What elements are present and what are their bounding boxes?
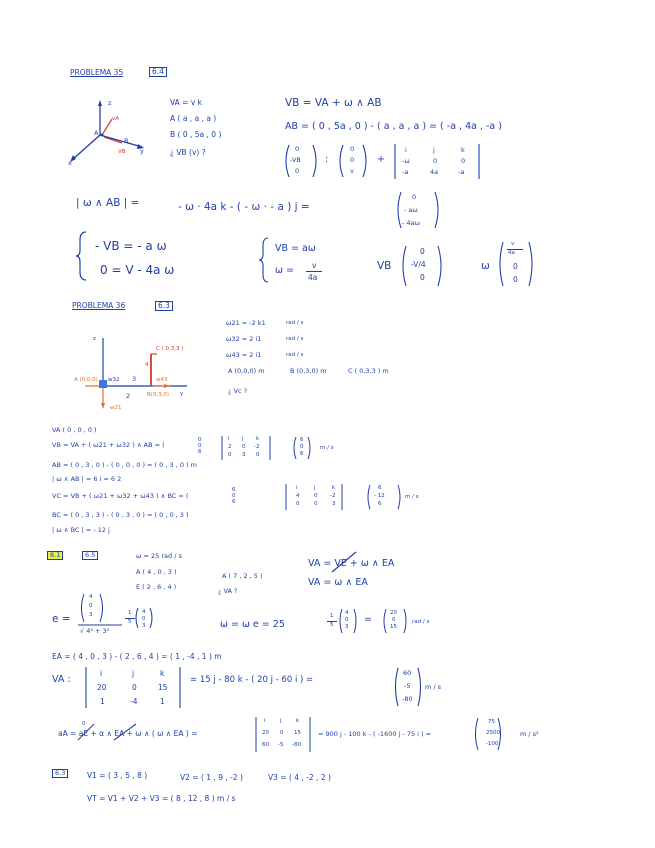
e-frac-num: 1 bbox=[128, 610, 132, 616]
given-a-point: A ( 4 , 0 , 3 ) bbox=[136, 568, 177, 576]
aa-det-cell: 15 bbox=[294, 730, 301, 736]
cross-vec-0: 0 bbox=[412, 193, 417, 201]
aa-det-cell: i bbox=[264, 718, 266, 724]
vc-det-cell: 3 bbox=[332, 501, 336, 507]
va-det-cell: i bbox=[100, 669, 103, 678]
system2-omega: ω = bbox=[275, 265, 294, 276]
det-cell: -a bbox=[458, 168, 465, 176]
omega-top-num: v bbox=[511, 241, 515, 247]
w-unit: rad / s bbox=[412, 619, 430, 625]
e-vec-2: 3 bbox=[89, 612, 93, 618]
given-w32: ω32 = 2 i1 bbox=[226, 335, 262, 343]
line-va: VA ( 0 , 0 , 0 ) bbox=[52, 426, 97, 434]
det-cell: 4a bbox=[430, 168, 439, 176]
system2-num: v bbox=[312, 261, 317, 270]
aa-det-cell: 20 bbox=[262, 730, 269, 736]
vc-det-cell: i bbox=[296, 485, 298, 491]
aa-det-cell: k bbox=[296, 718, 300, 724]
axis-z-label: z bbox=[108, 99, 112, 107]
va-unit: m / s bbox=[425, 683, 442, 691]
ve-strike bbox=[330, 550, 358, 574]
w-vec-2: 3 bbox=[345, 624, 349, 630]
vc-det-cell: k bbox=[332, 485, 336, 491]
given-b: B ( 0 , 5a , 0 ) bbox=[170, 130, 222, 139]
m-left-0: 0 bbox=[295, 145, 300, 153]
vb-small-2: 6 bbox=[198, 449, 202, 455]
point-b-label: B bbox=[124, 137, 129, 145]
w-frac-num: 1 bbox=[330, 613, 334, 619]
m-mid-1: 0 bbox=[350, 156, 355, 164]
va-vector-label: vA bbox=[112, 116, 120, 122]
vc-det-cell: j bbox=[314, 485, 316, 491]
point-a: A (0,0,0) m bbox=[228, 367, 265, 375]
exercise-6-3-tag: 6.3 bbox=[52, 769, 68, 778]
fig36-2-label: 2 bbox=[126, 392, 131, 400]
w-res-2: 15 bbox=[390, 624, 397, 630]
vc-det-cell: 4 bbox=[296, 493, 300, 499]
fig36-3-label: 3 bbox=[132, 375, 137, 383]
e-denominator: √ 4² + 3² bbox=[80, 627, 110, 635]
vc-res-2: 6 bbox=[378, 501, 382, 507]
ea-vector: EA = ( 4 , 0 , 3 ) - ( 2 , 6 , 4 ) = ( 1 , -4 , 1 ) m bbox=[52, 652, 222, 661]
line-bc: BC = ( 0 , 3 , 3 ) - ( 0 , 3 , 0 ) = ( 0 , 0 , 3 ) bbox=[52, 511, 189, 519]
va-res-2: -80 bbox=[402, 695, 413, 703]
det-cell: 0 bbox=[461, 157, 466, 165]
fig36-c-label: C ( 0,3,3 ) bbox=[156, 346, 184, 352]
fig36-a-label: A (0,0,0) bbox=[74, 377, 98, 383]
vc-det-cell: -2 bbox=[330, 493, 336, 499]
det-cell: 0 bbox=[433, 157, 438, 165]
vb-det-cell: i bbox=[228, 436, 230, 442]
vector-v3: V3 = ( 4 , -2 , 2 ) bbox=[268, 773, 331, 782]
given-w43: ω43 = 2 i1 bbox=[226, 351, 262, 359]
line-ab: AB = ( 0 , 3 , 0 ) - ( 0 , 0 , 0 ) = ( 0 , 3 , 0 ) m bbox=[52, 461, 197, 469]
system2-den: 4a bbox=[308, 273, 318, 282]
given-a-alt: A ( 7 , 2 , 5 ) bbox=[222, 572, 263, 580]
va-det-cell: k bbox=[160, 669, 165, 678]
va-det-cell: 1 bbox=[100, 697, 105, 706]
vb-det-cell: j bbox=[242, 436, 244, 442]
omega-vector-brackets bbox=[338, 608, 418, 638]
aa-det-cell: 60 bbox=[262, 742, 269, 748]
given-w43-unit: rad / s bbox=[286, 352, 304, 358]
vb-res-2: 6 bbox=[300, 451, 304, 457]
va-res-0: 60 bbox=[403, 669, 412, 677]
aa-strikes bbox=[76, 722, 166, 742]
given-w21: ω21 = -2 k1 bbox=[226, 319, 266, 327]
given-w32-unit: rad / s bbox=[286, 336, 304, 342]
fig36-w43-label: w43 bbox=[156, 377, 168, 383]
vb-det-cell: -2 bbox=[254, 444, 260, 450]
problem-35-header: PROBLEMA 35 bbox=[70, 68, 124, 77]
problem-36-header: PROBLEMA 36 bbox=[72, 301, 126, 310]
system1-eq1: - VB = - a ω bbox=[95, 239, 167, 253]
fig36-y-label: y bbox=[180, 391, 184, 397]
point-a-label: A bbox=[94, 129, 99, 137]
w-equals: = bbox=[364, 614, 372, 625]
system1-eq2: 0 = V - 4a ω bbox=[100, 263, 175, 277]
vb-det-cell: 0 bbox=[242, 444, 246, 450]
aa-det-cell: 0 bbox=[280, 730, 284, 736]
va-det-cell: -4 bbox=[130, 697, 138, 706]
velocity-equation: VB = VA + ω ∧ AB bbox=[285, 97, 382, 109]
vc-det-cell: 0 bbox=[314, 501, 318, 507]
given-w21-unit: rad / s bbox=[286, 320, 304, 326]
va-det-cell: 15 bbox=[158, 683, 168, 692]
cross-product-expression: - ω · 4a k - ( - ω · - a ) j = bbox=[178, 201, 310, 213]
system2-fraction-bar bbox=[306, 271, 322, 272]
vc-det-cell: 0 bbox=[314, 493, 318, 499]
velocity-eq-b: VA = ω ∧ EA bbox=[308, 577, 368, 588]
vb-vec-2: 0 bbox=[420, 273, 425, 282]
fig36-4-label: 4 bbox=[145, 362, 149, 368]
aa-unit: m / s² bbox=[520, 730, 539, 738]
vb-small-1: 0 bbox=[198, 443, 202, 449]
m-plus: + bbox=[377, 154, 385, 165]
line-vc: VC = VB + ( ω21 + ω32 + ω43 ) ∧ BC = ( bbox=[52, 492, 189, 500]
given-e-point: E ( 2 , 6 , 4 ) bbox=[136, 583, 177, 591]
cross-vec-2: - 4aω bbox=[402, 219, 420, 227]
problem-35-ref-box: 6.4 bbox=[149, 67, 167, 77]
omega-top-den: 4a bbox=[508, 250, 515, 256]
va-expression: = 15 j - 80 k - ( 20 j - 60 i ) = bbox=[190, 675, 314, 685]
problem-35-axes-figure bbox=[60, 95, 160, 175]
det-cell: -ω bbox=[402, 157, 410, 165]
axis-x-label: x bbox=[68, 159, 72, 167]
point-c: C ( 0,3,3 ) m bbox=[348, 367, 389, 375]
aa-res-0: 75 bbox=[488, 719, 495, 725]
fig36-z-label: z bbox=[93, 336, 96, 342]
vc-small-2: 6 bbox=[232, 499, 236, 505]
question-vb: ¿ VB (v) ? bbox=[170, 148, 206, 157]
omega-result-label: ω bbox=[481, 260, 490, 272]
cross-vec-1: - aω bbox=[404, 206, 418, 214]
ab-vector-equation: AB = ( 0 , 5a , 0 ) - ( a , a , a ) = ( -a , 4a , -a ) bbox=[285, 121, 502, 132]
w-vec-1: 0 bbox=[345, 617, 349, 623]
point-b: B (0,3,0) m bbox=[290, 367, 327, 375]
line-w-ab: | ω ∧ AB | = 6 i = 6 2 bbox=[52, 475, 122, 483]
exercise-6-1-ref: 6.5 bbox=[82, 551, 98, 560]
vb-result-label: VB bbox=[377, 260, 392, 272]
m-mid-2: v bbox=[350, 167, 354, 175]
problem-36-ref-box: 6.3 bbox=[155, 301, 173, 311]
vector-total: VT = V1 + V2 + V3 = ( 8 , 12 , 8 ) m / s bbox=[87, 794, 236, 803]
w-res-1: 0 bbox=[392, 617, 396, 623]
vc-res-0: 6 bbox=[378, 485, 382, 491]
w-res-0: 20 bbox=[390, 610, 397, 616]
m-equals: : bbox=[325, 154, 329, 165]
vb-vec-0: 0 bbox=[420, 247, 425, 256]
vc-unit: m / s bbox=[405, 494, 419, 500]
system1-brace bbox=[76, 230, 96, 282]
vb-unit: m / s bbox=[320, 445, 334, 451]
given-va: VA = v k bbox=[170, 98, 202, 107]
vb-det-cell: 0 bbox=[228, 452, 232, 458]
cross-product-label: | ω ∧ AB | = bbox=[76, 197, 140, 209]
vc-small-0: 6 bbox=[232, 487, 236, 493]
fig36-w21-label: w21 bbox=[110, 405, 122, 411]
given-omega: ω = 25 rad / s bbox=[136, 552, 182, 560]
aa-det-cell: -80 bbox=[292, 742, 301, 748]
e-vec2-1: 0 bbox=[142, 616, 146, 622]
aa-expression: = 900 j - 100 k - ( -1600 j - 75 i ) = bbox=[318, 730, 432, 738]
system2-eq1: VB = aω bbox=[275, 243, 316, 254]
det-cell: j bbox=[433, 146, 435, 154]
det-cell: k bbox=[461, 146, 465, 154]
unit-vector-label: e = bbox=[52, 613, 71, 625]
fig36-b-label: B(0,3,0) bbox=[147, 392, 170, 398]
vb-vector-label: VB bbox=[118, 149, 126, 155]
vb-small-0: 0 bbox=[198, 437, 202, 443]
axis-y-label: y bbox=[140, 147, 144, 155]
va-label: VA : bbox=[52, 674, 71, 685]
vb-det-cell: 0 bbox=[256, 452, 260, 458]
omega-vector-label: ω = ω e = 25 bbox=[220, 619, 285, 630]
vb-vec-1: -V/4 bbox=[411, 260, 426, 269]
question-va: ¿ VA ? bbox=[218, 587, 238, 595]
e-vec2-2: 3 bbox=[142, 623, 146, 629]
vc-det-cell: 0 bbox=[296, 501, 300, 507]
vb-res-0: 6 bbox=[300, 437, 304, 443]
vb-res-1: 0 bbox=[300, 444, 304, 450]
aa-res-2: -100 bbox=[486, 741, 499, 747]
e-vec2-0: 4 bbox=[142, 609, 146, 615]
m-mid-0: 0 bbox=[350, 145, 355, 153]
e-frac-den: 5 bbox=[128, 619, 132, 625]
vector-v1: V1 = ( 3 , 5 , 8 ) bbox=[87, 771, 148, 780]
det-cell: i bbox=[405, 146, 407, 154]
aa-res-1: 2500 bbox=[486, 730, 500, 736]
vector-v2: V2 = ( 1 , 9 , -2 ) bbox=[180, 773, 243, 782]
w-vec-0: 4 bbox=[345, 610, 349, 616]
line-w-bc: | ω ∧ BC | = - 12 j bbox=[52, 526, 110, 534]
va-det-cell: 1 bbox=[160, 697, 165, 706]
aa-det-cell: -5 bbox=[278, 742, 284, 748]
omega-vec-2: 0 bbox=[513, 275, 518, 284]
vc-small-1: 0 bbox=[232, 493, 236, 499]
system2-brace bbox=[258, 236, 274, 284]
exercise-6-1-tag: 6.1 bbox=[47, 551, 63, 560]
aa-label: aA = aE + α ∧ EA + ω ∧ ( ω ∧ EA ) = bbox=[58, 729, 198, 738]
vb-det-cell: 2 bbox=[228, 444, 232, 450]
vb-det-cell: k bbox=[256, 436, 260, 442]
question-vc: ¿ Vc ? bbox=[228, 387, 248, 395]
fig36-w32-label: w32 bbox=[108, 377, 120, 383]
vb-det-cell: 3 bbox=[242, 452, 246, 458]
ae-zero: 0 bbox=[82, 721, 86, 727]
given-a: A ( a , a , a ) bbox=[170, 114, 217, 123]
e-vec-0: 4 bbox=[89, 594, 93, 600]
m-left-1: -VB bbox=[290, 156, 301, 164]
va-det-cell: 20 bbox=[97, 683, 107, 692]
vc-res-1: - 12 bbox=[374, 493, 385, 499]
e-vec-1: 0 bbox=[89, 603, 93, 609]
m-left-2: 0 bbox=[295, 167, 300, 175]
det-cell: -a bbox=[402, 168, 409, 176]
velocity-eq-a: VA = VE + ω ∧ EA bbox=[308, 558, 395, 569]
omega-vec-1: 0 bbox=[513, 262, 518, 271]
w-frac-den: 5 bbox=[330, 622, 334, 628]
line-vb: VB = VA + ( ω21 + ω32 ) ∧ AB = ( bbox=[52, 441, 165, 449]
va-det-cell: j bbox=[132, 669, 135, 678]
aa-det-cell: j bbox=[280, 718, 282, 724]
va-res-1: -5 bbox=[404, 682, 411, 690]
va-det-cell: 0 bbox=[132, 683, 137, 692]
